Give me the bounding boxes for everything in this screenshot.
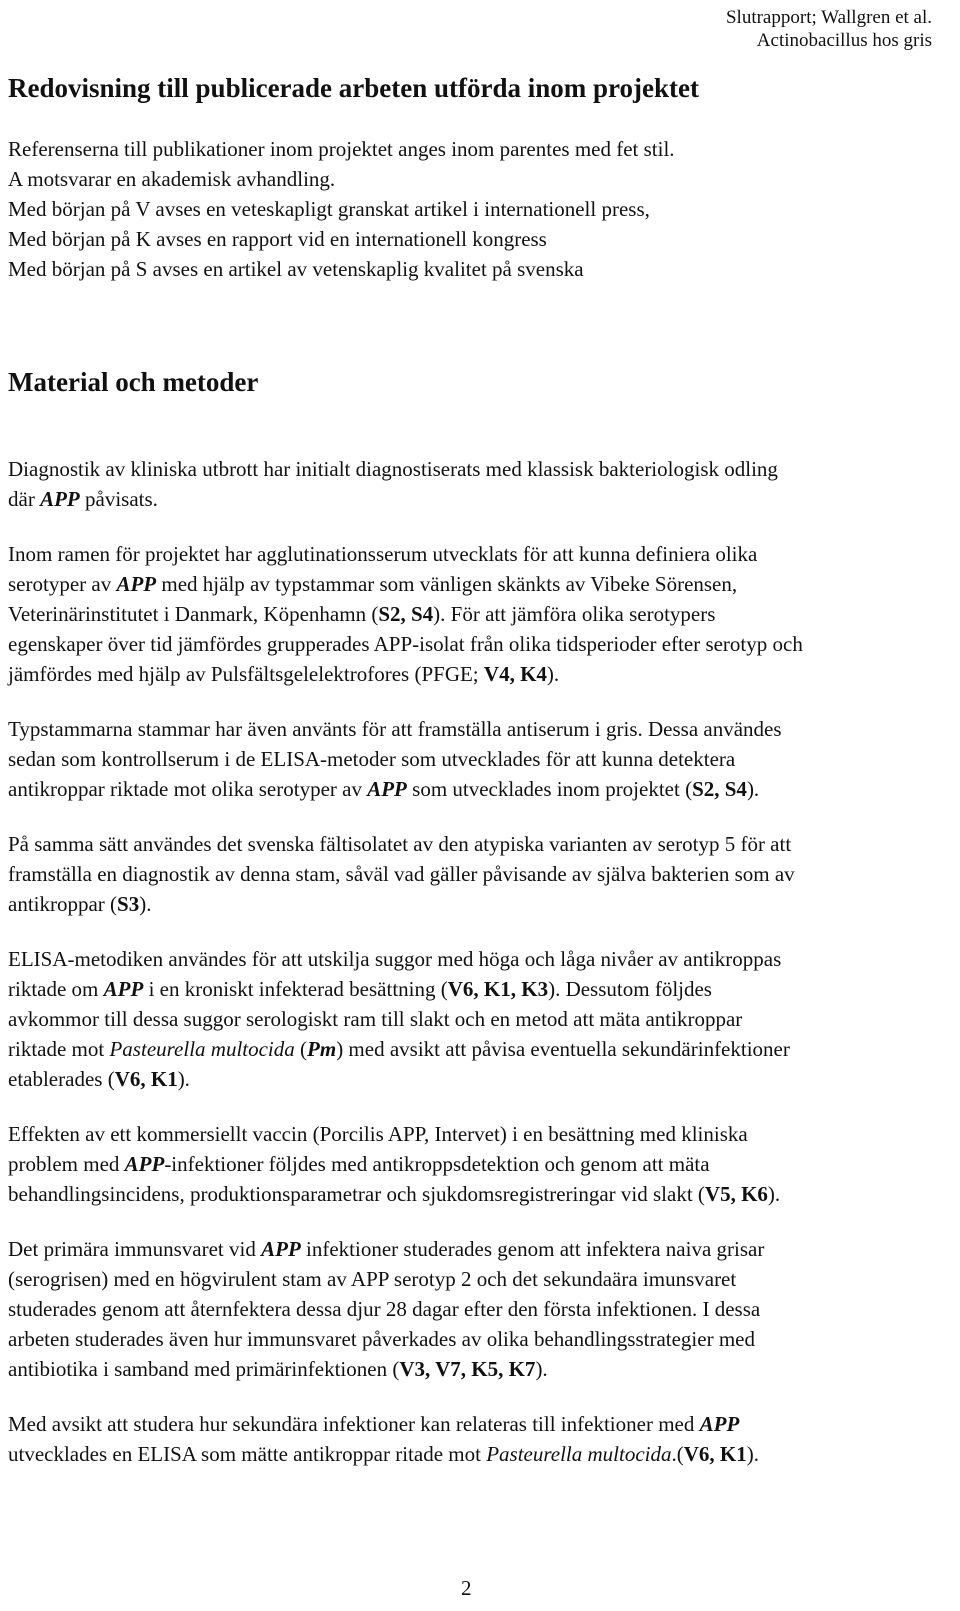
- text-run: egenskaper över tid jämfördes grupperades APP-isolat från olika tidsperioder efter serotyp och: [8, 632, 803, 656]
- emphasis-run: S3: [117, 892, 140, 916]
- text-run: ) med avsikt att påvisa eventuella sekundärinfektioner: [336, 1037, 790, 1061]
- text-line: [8, 829, 943, 859]
- text-run: (: [294, 1037, 308, 1061]
- text-run: framställa en diagnostik av denna stam, såväl vad gäller påvisande av själva bakterien som av: [8, 862, 795, 886]
- emphasis-run: V6, K1: [114, 1067, 178, 1091]
- paragraph: [8, 1409, 943, 1469]
- text-run: problem med: [8, 1152, 125, 1176]
- emphasis-run: V6, K1, K3: [447, 977, 549, 1001]
- text-run: jämfördes med hjälp av Pulsfältsgelelektrofores (PFGE;: [8, 662, 484, 686]
- text-run: ).: [746, 1442, 759, 1466]
- legend-line: Med början på V avses en veteskapligt granskat artikel i internationell press,: [8, 197, 650, 221]
- text-run: som utvecklades inom projektet (: [406, 777, 693, 801]
- text-line: [8, 744, 943, 774]
- text-run: Det primära immunsvaret vid: [8, 1237, 262, 1261]
- text-run: avkommor till dessa suggor serologiskt ram till slakt och en metod att mäta antikroppar: [8, 1007, 743, 1031]
- text-run: ).: [746, 777, 760, 801]
- text-run: antikroppar (: [8, 892, 118, 916]
- text-run: ).: [546, 662, 560, 686]
- paragraph: [8, 714, 943, 804]
- text-run: ). Dessutom följdes: [548, 977, 712, 1001]
- text-line: [8, 1439, 943, 1469]
- emphasis-run: S2, S4: [692, 777, 747, 801]
- text-line: [8, 1294, 943, 1324]
- text-run: arbeten studerades även hur immunsvaret påverkades av olika behandlingsstrategier med: [8, 1327, 755, 1351]
- text-run: -infektioner följdes med antikroppsdetektion och genom att mäta: [164, 1152, 710, 1176]
- text-line: [8, 1179, 943, 1209]
- text-line: [8, 714, 943, 744]
- text-run: sedan som kontrollserum i de ELISA-metoder som utvecklades för att kunna detektera: [8, 747, 736, 771]
- text-run: behandlingsincidens, produktionsparametrar och sjukdomsregistreringar vid slakt (: [8, 1182, 705, 1206]
- legend-line: Referenserna till publikationer inom projektet anges inom parentes med fet stil.: [8, 137, 675, 161]
- text-run: studerades genom att åternfektera dessa djur 28 dagar efter den första infektionen. I dessa: [8, 1297, 761, 1321]
- text-run: .(: [671, 1442, 684, 1466]
- emphasis-run: Pasteurella multocida: [486, 1442, 672, 1466]
- text-run: ). För att jämföra olika serotypers: [433, 602, 716, 626]
- text-run: där: [8, 487, 41, 511]
- text-run: med hjälp av typstammar som vänligen skänkts av Vibeke Sörensen,: [156, 572, 738, 596]
- text-line: [8, 774, 943, 804]
- text-line: [8, 599, 943, 629]
- emphasis-run: Pm: [307, 1037, 337, 1061]
- text-line: [8, 1409, 943, 1439]
- emphasis-run: APP: [40, 487, 80, 511]
- page-title: Redovisning till publicerade arbeten utförda inom projektet: [8, 73, 699, 103]
- text-line: [8, 1264, 943, 1294]
- text-run: Veterinärinstitutet i Danmark, Köpenhamn (: [8, 602, 379, 626]
- header-subject-line: Actinobacillus hos gris: [756, 30, 932, 51]
- emphasis-run: APP: [116, 572, 157, 596]
- text-line: [8, 539, 943, 569]
- text-line: [8, 1064, 943, 1094]
- emphasis-run: APP: [367, 777, 407, 801]
- text-line: [8, 1149, 943, 1179]
- body-text: [8, 454, 943, 1494]
- text-line: [8, 974, 943, 1004]
- emphasis-run: V4, K4: [483, 662, 547, 686]
- text-run: Inom ramen för projektet har agglutinationsserum utvecklats för att kunna definiera olika: [8, 542, 758, 566]
- header-report-line: Slutrapport; Wallgren et al.: [725, 7, 932, 28]
- text-run: Med avsikt att studera hur sekundära infektioner kan relateras till infektioner med: [8, 1412, 700, 1436]
- text-run: ELISA-metodiken användes för att utskilja suggor med höga och låga nivåer av antikroppas: [8, 947, 782, 971]
- text-line: [8, 569, 943, 599]
- text-line: [8, 629, 943, 659]
- emphasis-run: V6, K1: [683, 1442, 747, 1466]
- emphasis-run: APP: [699, 1412, 740, 1436]
- paragraph: [8, 829, 943, 919]
- text-run: ).: [535, 1357, 548, 1381]
- text-line: [8, 1034, 943, 1064]
- paragraph: [8, 539, 943, 689]
- text-run: (serogrisen) med en högvirulent stam av APP serotyp 2 och det sekundaära imunsvaret: [8, 1267, 737, 1291]
- text-run: riktade om: [8, 977, 104, 1001]
- text-line: [8, 1004, 943, 1034]
- text-line: [8, 1119, 943, 1149]
- text-run: Diagnostik av kliniska utbrott har initialt diagnostiserats med klassisk bakteriologisk odling: [8, 457, 778, 481]
- text-line: [8, 889, 943, 919]
- section-title: Material och metoder: [8, 367, 259, 397]
- legend-line: Med början på K avses en rapport vid en internationell kongress: [8, 227, 547, 251]
- page-number: 2: [461, 1576, 472, 1600]
- text-run: På samma sätt användes det svenska fältisolatet av den atypiska varianten av serotyp 5 för att: [8, 832, 792, 856]
- text-run: utvecklades en ELISA som mätte antikroppar ritade mot: [8, 1442, 487, 1466]
- text-run: serotyper av: [8, 572, 117, 596]
- text-line: [8, 659, 943, 689]
- paragraph: [8, 1119, 943, 1209]
- emphasis-run: V3, V7, K5, K7: [399, 1357, 536, 1381]
- text-run: i en kroniskt infekterad besättning (: [143, 977, 448, 1001]
- text-run: påvisats.: [79, 487, 158, 511]
- paragraph: [8, 454, 943, 514]
- text-run: ).: [767, 1182, 781, 1206]
- text-run: ).: [177, 1067, 190, 1091]
- text-line: [8, 454, 943, 484]
- text-run: ).: [139, 892, 152, 916]
- emphasis-run: Pasteurella multocida: [109, 1037, 295, 1061]
- text-line: [8, 484, 943, 514]
- emphasis-run: V5, K6: [704, 1182, 768, 1206]
- running-header: [726, 6, 932, 52]
- emphasis-run: APP: [261, 1237, 301, 1261]
- legend-line: A motsvarar en akademisk avhandling.: [8, 167, 336, 191]
- emphasis-run: S2, S4: [378, 602, 434, 626]
- text-run: infektioner studerades genom att infektera naiva grisar: [300, 1237, 765, 1261]
- text-line: [8, 1354, 943, 1384]
- emphasis-run: APP: [103, 977, 144, 1001]
- text-line: [8, 944, 943, 974]
- text-run: antikroppar riktade mot olika serotyper av: [8, 777, 368, 801]
- paragraph: [8, 944, 943, 1094]
- text-line: [8, 1324, 943, 1354]
- emphasis-run: APP: [124, 1152, 165, 1176]
- text-run: etablerades (: [8, 1067, 115, 1091]
- legend-line: Med början på S avses en artikel av vetenskaplig kvalitet på svenska: [8, 257, 584, 281]
- reference-legend: [8, 134, 938, 284]
- text-run: Typstammarna stammar har även använts för att framställa antiserum i gris. Dessa användes: [8, 717, 782, 741]
- paragraph: [8, 1234, 943, 1384]
- text-line: [8, 1234, 943, 1264]
- text-run: Effekten av ett kommersiellt vaccin (Porcilis APP, Intervet) i en besättning med kliniska: [8, 1122, 748, 1146]
- text-run: riktade mot: [8, 1037, 110, 1061]
- text-run: antibiotika i samband med primärinfektionen (: [8, 1357, 400, 1381]
- text-line: [8, 859, 943, 889]
